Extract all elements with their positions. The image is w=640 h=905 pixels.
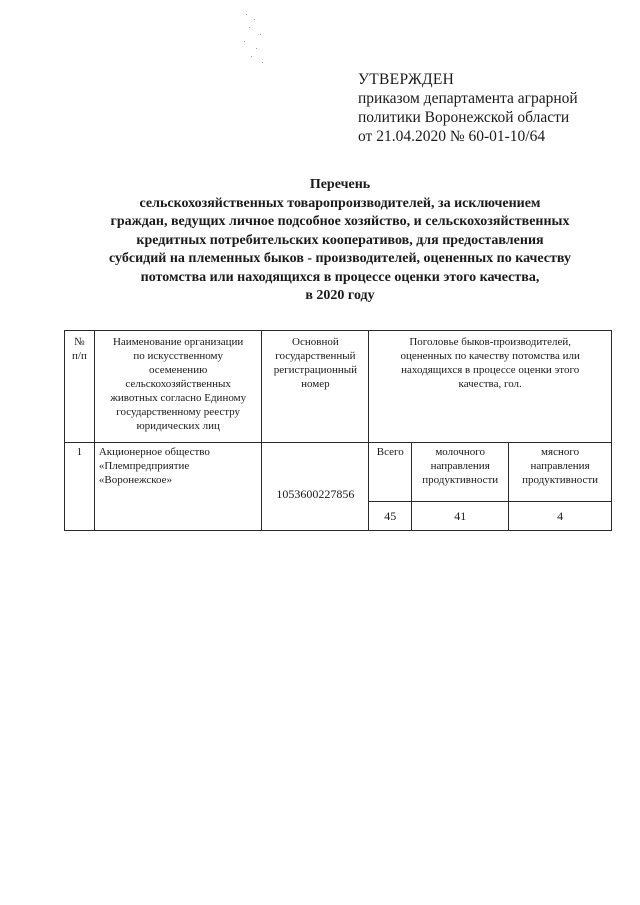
ogrn-cell bbox=[262, 443, 369, 531]
subheader-total: Всего bbox=[369, 443, 412, 502]
approval-heading: УТВЕРЖДЕН bbox=[358, 71, 455, 88]
title-line: Перечень bbox=[309, 177, 371, 192]
title-line: сельскохозяйственных товаропроизводителей, за исключением bbox=[139, 195, 541, 211]
organization-name: Акционерное общество «Племпредприятие «Воронежское» bbox=[94, 443, 262, 531]
approval-stamp bbox=[358, 70, 578, 146]
header-organization: Наименование организации по искусственному осеменению сельскохозяйственных животных согласно Единому государственному реестру юридических лиц bbox=[94, 331, 262, 443]
approval-line: политики Воронежской области bbox=[358, 109, 570, 126]
header-number: № п/п bbox=[65, 331, 95, 443]
producers-table bbox=[64, 330, 612, 531]
title-line: потомства или находящихся в процессе оценки этого качества, bbox=[140, 269, 540, 285]
scan-specks bbox=[240, 10, 270, 70]
title-line: в 2020 году bbox=[305, 288, 375, 303]
header-ogrn: Основной государственный регистрационный номер bbox=[262, 331, 369, 443]
value-dairy: 41 bbox=[412, 502, 509, 531]
value-beef: 4 bbox=[509, 502, 612, 531]
table-row bbox=[65, 443, 612, 502]
value-total: 45 bbox=[369, 502, 412, 531]
document-title bbox=[60, 176, 620, 306]
subheader-beef: мясного направления продуктивности bbox=[509, 443, 612, 502]
approval-line: от 21.04.2020 № 60-01-10/64 bbox=[358, 128, 546, 145]
title-line: субсидий на племенных быков - производителей, оцененных по качеству bbox=[109, 251, 571, 266]
ogrn-value: 1053600227856 bbox=[276, 487, 355, 501]
approval-line: приказом департамента аграрной bbox=[358, 90, 578, 107]
table-header-row bbox=[65, 331, 612, 443]
subheader-dairy: молочного направления продуктивности bbox=[412, 443, 509, 502]
row-number: 1 bbox=[65, 443, 95, 531]
title-line: граждан, ведущих личное подсобное хозяйство, и сельскохозяйственных bbox=[110, 214, 570, 229]
title-line: кредитных потребительских кооперативов, для предоставления bbox=[136, 232, 544, 248]
header-livestock: Поголовье быков-производителей, оцененных по качеству потомства или находящихся в процессе оценки этого качества, гол. bbox=[369, 331, 612, 443]
